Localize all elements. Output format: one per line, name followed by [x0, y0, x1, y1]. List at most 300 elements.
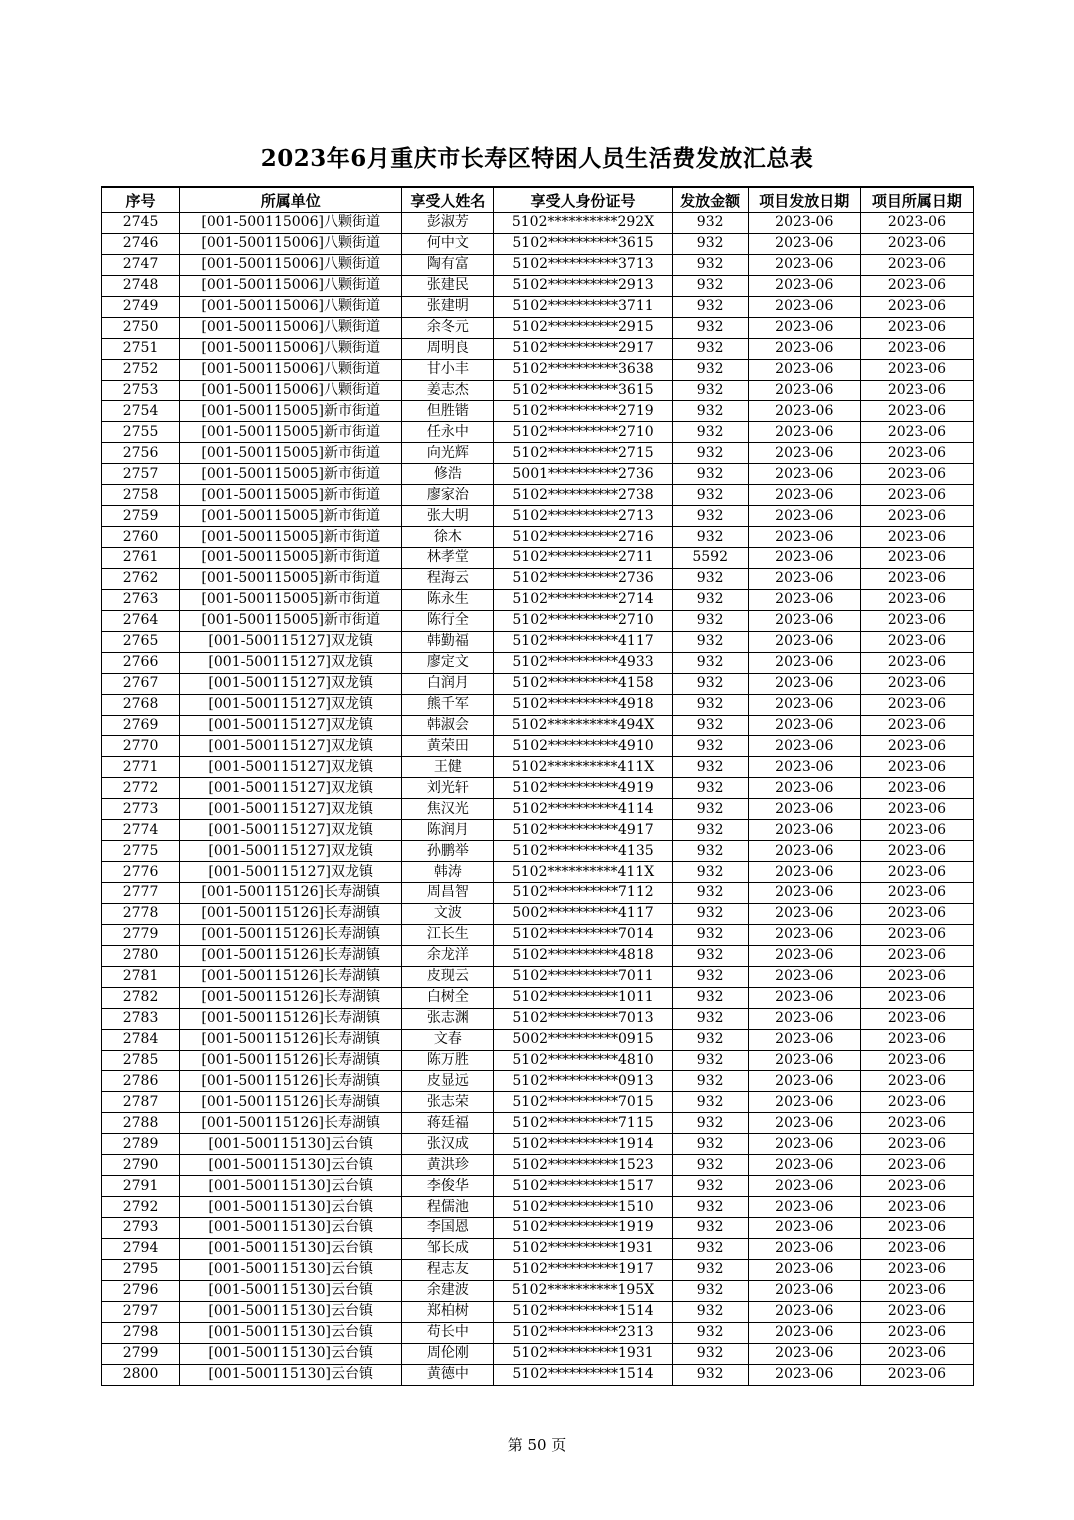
- cell-amount: 932: [672, 966, 748, 987]
- cell-issue-date: 2023-06: [748, 275, 860, 296]
- cell-amount: 932: [672, 380, 748, 401]
- cell-serial: 2785: [102, 1050, 180, 1071]
- cell-unit: [001-500115130]云台镇: [180, 1301, 402, 1322]
- cell-amount: 932: [672, 799, 748, 820]
- cell-issue-date: 2023-06: [748, 506, 860, 527]
- table-row: [102, 799, 974, 820]
- cell-amount: 932: [672, 568, 748, 589]
- table-row: [102, 1343, 974, 1364]
- cell-name: 文春: [402, 1029, 494, 1050]
- cell-name: 周伦刚: [402, 1343, 494, 1364]
- cell-issue-date: 2023-06: [748, 1197, 860, 1218]
- table-row: [102, 945, 974, 966]
- cell-unit: [001-500115005]新市街道: [180, 422, 402, 443]
- cell-id-number: 5102**********4114: [494, 799, 672, 820]
- cell-period-date: 2023-06: [860, 862, 973, 883]
- table-row: [102, 1092, 974, 1113]
- cell-period-date: 2023-06: [860, 443, 973, 464]
- cell-unit: [001-500115006]八颗街道: [180, 338, 402, 359]
- cell-amount: 932: [672, 338, 748, 359]
- header-amount: 发放金额: [672, 187, 748, 213]
- cell-period-date: 2023-06: [860, 296, 973, 317]
- cell-amount: 932: [672, 1364, 748, 1385]
- cell-id-number: 5102**********3713: [494, 254, 672, 275]
- cell-amount: 932: [672, 527, 748, 548]
- header-serial: 序号: [102, 187, 180, 213]
- cell-amount: 932: [672, 464, 748, 485]
- cell-amount: 932: [672, 1280, 748, 1301]
- cell-issue-date: 2023-06: [748, 778, 860, 799]
- cell-amount: 932: [672, 1071, 748, 1092]
- cell-serial: 2777: [102, 883, 180, 904]
- cell-name: 张志荣: [402, 1092, 494, 1113]
- cell-unit: [001-500115006]八颗街道: [180, 254, 402, 275]
- cell-name: 文波: [402, 903, 494, 924]
- header-issue-date: 项目发放日期: [748, 187, 860, 213]
- cell-serial: 2771: [102, 757, 180, 778]
- cell-unit: [001-500115127]双龙镇: [180, 652, 402, 673]
- cell-id-number: 5102**********3615: [494, 380, 672, 401]
- cell-amount: 932: [672, 1029, 748, 1050]
- cell-amount: 932: [672, 987, 748, 1008]
- table-header-row: [102, 187, 974, 213]
- cell-issue-date: 2023-06: [748, 1343, 860, 1364]
- cell-period-date: 2023-06: [860, 1134, 973, 1155]
- cell-amount: 932: [672, 862, 748, 883]
- cell-serial: 2759: [102, 506, 180, 527]
- cell-serial: 2793: [102, 1218, 180, 1239]
- cell-serial: 2757: [102, 464, 180, 485]
- cell-unit: [001-500115005]新市街道: [180, 506, 402, 527]
- cell-id-number: 5102**********411X: [494, 862, 672, 883]
- cell-issue-date: 2023-06: [748, 1364, 860, 1385]
- cell-name: 皮现云: [402, 966, 494, 987]
- cell-serial: 2753: [102, 380, 180, 401]
- cell-period-date: 2023-06: [860, 506, 973, 527]
- cell-issue-date: 2023-06: [748, 568, 860, 589]
- cell-unit: [001-500115126]长寿湖镇: [180, 924, 402, 945]
- cell-amount: 932: [672, 1343, 748, 1364]
- cell-id-number: 5102**********4918: [494, 694, 672, 715]
- cell-serial: 2776: [102, 862, 180, 883]
- cell-id-number: 5102**********1919: [494, 1218, 672, 1239]
- cell-period-date: 2023-06: [860, 1050, 973, 1071]
- cell-name: 黄荣田: [402, 736, 494, 757]
- table-row: [102, 464, 974, 485]
- table-row: [102, 1071, 974, 1092]
- cell-unit: [001-500115005]新市街道: [180, 610, 402, 631]
- cell-issue-date: 2023-06: [748, 213, 860, 234]
- cell-serial: 2774: [102, 820, 180, 841]
- cell-serial: 2754: [102, 401, 180, 422]
- cell-unit: [001-500115130]云台镇: [180, 1322, 402, 1343]
- cell-issue-date: 2023-06: [748, 296, 860, 317]
- table-row: [102, 757, 974, 778]
- cell-issue-date: 2023-06: [748, 443, 860, 464]
- cell-issue-date: 2023-06: [748, 548, 860, 569]
- table-row: [102, 359, 974, 380]
- cell-unit: [001-500115005]新市街道: [180, 548, 402, 569]
- cell-name: 廖家治: [402, 485, 494, 506]
- cell-id-number: 5102**********2313: [494, 1322, 672, 1343]
- cell-period-date: 2023-06: [860, 485, 973, 506]
- table-row: [102, 254, 974, 275]
- cell-unit: [001-500115127]双龙镇: [180, 694, 402, 715]
- cell-id-number: 5102**********3711: [494, 296, 672, 317]
- cell-amount: 932: [672, 401, 748, 422]
- cell-amount: 932: [672, 1322, 748, 1343]
- cell-name: 余冬元: [402, 317, 494, 338]
- cell-issue-date: 2023-06: [748, 254, 860, 275]
- cell-name: 邹长成: [402, 1238, 494, 1259]
- cell-id-number: 5102**********2915: [494, 317, 672, 338]
- cell-amount: 932: [672, 1092, 748, 1113]
- cell-id-number: 5102**********2715: [494, 443, 672, 464]
- cell-amount: 932: [672, 213, 748, 234]
- page-title: 2023年6月重庆市长寿区特困人员生活费发放汇总表: [260, 145, 814, 172]
- table-row: [102, 485, 974, 506]
- cell-period-date: 2023-06: [860, 254, 973, 275]
- table-row: [102, 568, 974, 589]
- cell-amount: 932: [672, 715, 748, 736]
- cell-period-date: 2023-06: [860, 401, 973, 422]
- cell-unit: [001-500115006]八颗街道: [180, 317, 402, 338]
- cell-unit: [001-500115126]长寿湖镇: [180, 1113, 402, 1134]
- cell-unit: [001-500115126]长寿湖镇: [180, 1092, 402, 1113]
- cell-unit: [001-500115127]双龙镇: [180, 736, 402, 757]
- cell-issue-date: 2023-06: [748, 589, 860, 610]
- cell-name: 黄洪珍: [402, 1155, 494, 1176]
- cell-amount: 932: [672, 820, 748, 841]
- cell-id-number: 5002**********4117: [494, 903, 672, 924]
- cell-unit: [001-500115130]云台镇: [180, 1364, 402, 1385]
- cell-issue-date: 2023-06: [748, 652, 860, 673]
- cell-period-date: 2023-06: [860, 1238, 973, 1259]
- subsidy-table: [101, 186, 974, 1386]
- cell-serial: 2770: [102, 736, 180, 757]
- cell-period-date: 2023-06: [860, 548, 973, 569]
- cell-period-date: 2023-06: [860, 1197, 973, 1218]
- cell-unit: [001-500115130]云台镇: [180, 1218, 402, 1239]
- table-row: [102, 548, 974, 569]
- cell-name: 陈行全: [402, 610, 494, 631]
- cell-amount: 932: [672, 233, 748, 254]
- cell-name: 廖定文: [402, 652, 494, 673]
- cell-id-number: 5102**********1931: [494, 1238, 672, 1259]
- cell-name: 黄德中: [402, 1364, 494, 1385]
- table-row: [102, 380, 974, 401]
- cell-name: 陈润月: [402, 820, 494, 841]
- cell-serial: 2767: [102, 673, 180, 694]
- cell-serial: 2795: [102, 1259, 180, 1280]
- cell-name: 张建民: [402, 275, 494, 296]
- cell-serial: 2786: [102, 1071, 180, 1092]
- table-row: [102, 987, 974, 1008]
- cell-unit: [001-500115006]八颗街道: [180, 359, 402, 380]
- cell-amount: 932: [672, 275, 748, 296]
- cell-amount: 932: [672, 1176, 748, 1197]
- cell-issue-date: 2023-06: [748, 1134, 860, 1155]
- cell-issue-date: 2023-06: [748, 987, 860, 1008]
- cell-period-date: 2023-06: [860, 1092, 973, 1113]
- cell-period-date: 2023-06: [860, 799, 973, 820]
- cell-name: 刘光轩: [402, 778, 494, 799]
- cell-serial: 2781: [102, 966, 180, 987]
- cell-issue-date: 2023-06: [748, 736, 860, 757]
- cell-amount: 932: [672, 485, 748, 506]
- cell-period-date: 2023-06: [860, 233, 973, 254]
- cell-amount: 932: [672, 736, 748, 757]
- table-row: [102, 275, 974, 296]
- cell-unit: [001-500115006]八颗街道: [180, 213, 402, 234]
- cell-serial: 2779: [102, 924, 180, 945]
- cell-issue-date: 2023-06: [748, 1259, 860, 1280]
- cell-id-number: 5102**********494X: [494, 715, 672, 736]
- table-row: [102, 1008, 974, 1029]
- cell-serial: 2748: [102, 275, 180, 296]
- cell-id-number: 5102**********1517: [494, 1176, 672, 1197]
- cell-id-number: 5102**********2913: [494, 275, 672, 296]
- cell-period-date: 2023-06: [860, 1155, 973, 1176]
- table-row: [102, 443, 974, 464]
- cell-serial: 2756: [102, 443, 180, 464]
- cell-period-date: 2023-06: [860, 1259, 973, 1280]
- cell-id-number: 5102**********2711: [494, 548, 672, 569]
- cell-issue-date: 2023-06: [748, 610, 860, 631]
- cell-amount: 932: [672, 757, 748, 778]
- cell-id-number: 5002**********0915: [494, 1029, 672, 1050]
- cell-serial: 2749: [102, 296, 180, 317]
- cell-issue-date: 2023-06: [748, 1050, 860, 1071]
- cell-serial: 2784: [102, 1029, 180, 1050]
- cell-period-date: 2023-06: [860, 317, 973, 338]
- cell-serial: 2751: [102, 338, 180, 359]
- table-row: [102, 1134, 974, 1155]
- table-row: [102, 610, 974, 631]
- cell-id-number: 5102**********3638: [494, 359, 672, 380]
- cell-id-number: 5102**********7112: [494, 883, 672, 904]
- cell-unit: [001-500115005]新市街道: [180, 589, 402, 610]
- cell-period-date: 2023-06: [860, 1322, 973, 1343]
- cell-id-number: 5102**********4919: [494, 778, 672, 799]
- cell-unit: [001-500115126]长寿湖镇: [180, 945, 402, 966]
- cell-name: 程海云: [402, 568, 494, 589]
- page-number: 第 50 页: [507, 1436, 567, 1454]
- cell-serial: 2796: [102, 1280, 180, 1301]
- cell-unit: [001-500115126]长寿湖镇: [180, 903, 402, 924]
- table-row: [102, 296, 974, 317]
- cell-issue-date: 2023-06: [748, 1280, 860, 1301]
- cell-id-number: 5102**********4135: [494, 841, 672, 862]
- table-row: [102, 233, 974, 254]
- cell-unit: [001-500115127]双龙镇: [180, 778, 402, 799]
- cell-unit: [001-500115005]新市街道: [180, 401, 402, 422]
- table-row: [102, 778, 974, 799]
- cell-name: 余建波: [402, 1280, 494, 1301]
- header-period-date: 项目所属日期: [860, 187, 973, 213]
- cell-name: 陶有富: [402, 254, 494, 275]
- cell-serial: 2798: [102, 1322, 180, 1343]
- cell-period-date: 2023-06: [860, 380, 973, 401]
- table-row: [102, 1259, 974, 1280]
- cell-id-number: 5102**********2710: [494, 610, 672, 631]
- cell-name: 程志友: [402, 1259, 494, 1280]
- cell-id-number: 5102**********7115: [494, 1113, 672, 1134]
- cell-period-date: 2023-06: [860, 778, 973, 799]
- cell-serial: 2790: [102, 1155, 180, 1176]
- cell-id-number: 5102**********1011: [494, 987, 672, 1008]
- cell-amount: 932: [672, 1197, 748, 1218]
- cell-period-date: 2023-06: [860, 1008, 973, 1029]
- cell-issue-date: 2023-06: [748, 673, 860, 694]
- table-row: [102, 1280, 974, 1301]
- cell-id-number: 5102**********2716: [494, 527, 672, 548]
- cell-amount: 932: [672, 443, 748, 464]
- cell-unit: [001-500115130]云台镇: [180, 1134, 402, 1155]
- table-row: [102, 213, 974, 234]
- cell-issue-date: 2023-06: [748, 380, 860, 401]
- table-row: [102, 694, 974, 715]
- cell-period-date: 2023-06: [860, 1364, 973, 1385]
- cell-period-date: 2023-06: [860, 1071, 973, 1092]
- cell-id-number: 5102**********195X: [494, 1280, 672, 1301]
- cell-id-number: 5102**********4158: [494, 673, 672, 694]
- cell-amount: 932: [672, 296, 748, 317]
- cell-amount: 932: [672, 841, 748, 862]
- cell-serial: 2750: [102, 317, 180, 338]
- cell-serial: 2792: [102, 1197, 180, 1218]
- cell-name: 周明良: [402, 338, 494, 359]
- cell-amount: 5592: [672, 548, 748, 569]
- cell-period-date: 2023-06: [860, 1343, 973, 1364]
- cell-issue-date: 2023-06: [748, 883, 860, 904]
- cell-name: 程儒池: [402, 1197, 494, 1218]
- cell-id-number: 5102**********7015: [494, 1092, 672, 1113]
- cell-issue-date: 2023-06: [748, 757, 860, 778]
- cell-name: 韩勤福: [402, 631, 494, 652]
- cell-name: 郑柏树: [402, 1301, 494, 1322]
- cell-name: 韩淑会: [402, 715, 494, 736]
- cell-unit: [001-500115126]长寿湖镇: [180, 1050, 402, 1071]
- cell-name: 但胜锴: [402, 401, 494, 422]
- cell-serial: 2789: [102, 1134, 180, 1155]
- cell-issue-date: 2023-06: [748, 820, 860, 841]
- cell-id-number: 5001**********2736: [494, 464, 672, 485]
- cell-unit: [001-500115127]双龙镇: [180, 631, 402, 652]
- cell-amount: 932: [672, 673, 748, 694]
- cell-unit: [001-500115130]云台镇: [180, 1176, 402, 1197]
- cell-id-number: 5102**********4810: [494, 1050, 672, 1071]
- cell-issue-date: 2023-06: [748, 338, 860, 359]
- cell-amount: 932: [672, 506, 748, 527]
- cell-id-number: 5102**********1914: [494, 1134, 672, 1155]
- table-row: [102, 736, 974, 757]
- cell-period-date: 2023-06: [860, 422, 973, 443]
- cell-id-number: 5102**********1514: [494, 1301, 672, 1322]
- cell-period-date: 2023-06: [860, 338, 973, 359]
- cell-unit: [001-500115126]长寿湖镇: [180, 1008, 402, 1029]
- cell-period-date: 2023-06: [860, 673, 973, 694]
- cell-amount: 932: [672, 631, 748, 652]
- cell-period-date: 2023-06: [860, 359, 973, 380]
- cell-unit: [001-500115127]双龙镇: [180, 820, 402, 841]
- header-unit: 所属单位: [180, 187, 402, 213]
- table-row: [102, 1218, 974, 1239]
- table-row: [102, 673, 974, 694]
- cell-id-number: 5102**********7014: [494, 924, 672, 945]
- cell-amount: 932: [672, 317, 748, 338]
- cell-amount: 932: [672, 1113, 748, 1134]
- cell-name: 白润月: [402, 673, 494, 694]
- cell-id-number: 5102**********7013: [494, 1008, 672, 1029]
- cell-unit: [001-500115126]长寿湖镇: [180, 1029, 402, 1050]
- cell-issue-date: 2023-06: [748, 1092, 860, 1113]
- cell-issue-date: 2023-06: [748, 233, 860, 254]
- cell-serial: 2794: [102, 1238, 180, 1259]
- cell-serial: 2787: [102, 1092, 180, 1113]
- cell-period-date: 2023-06: [860, 631, 973, 652]
- cell-serial: 2772: [102, 778, 180, 799]
- cell-unit: [001-500115005]新市街道: [180, 527, 402, 548]
- cell-name: 任永中: [402, 422, 494, 443]
- cell-issue-date: 2023-06: [748, 464, 860, 485]
- cell-issue-date: 2023-06: [748, 631, 860, 652]
- cell-issue-date: 2023-06: [748, 945, 860, 966]
- cell-name: 李国恩: [402, 1218, 494, 1239]
- cell-serial: 2766: [102, 652, 180, 673]
- header-id-number: 享受人身份证号: [494, 187, 672, 213]
- cell-name: 张大明: [402, 506, 494, 527]
- cell-serial: 2764: [102, 610, 180, 631]
- cell-issue-date: 2023-06: [748, 966, 860, 987]
- cell-issue-date: 2023-06: [748, 1008, 860, 1029]
- cell-amount: 932: [672, 1218, 748, 1239]
- table-row: [102, 1176, 974, 1197]
- cell-issue-date: 2023-06: [748, 903, 860, 924]
- cell-issue-date: 2023-06: [748, 841, 860, 862]
- cell-serial: 2755: [102, 422, 180, 443]
- cell-amount: 932: [672, 1238, 748, 1259]
- cell-id-number: 5102**********2917: [494, 338, 672, 359]
- cell-amount: 932: [672, 1301, 748, 1322]
- cell-amount: 932: [672, 945, 748, 966]
- cell-name: 韩涛: [402, 862, 494, 883]
- cell-serial: 2762: [102, 568, 180, 589]
- table-row: [102, 903, 974, 924]
- table-row: [102, 1238, 974, 1259]
- cell-period-date: 2023-06: [860, 757, 973, 778]
- cell-unit: [001-500115127]双龙镇: [180, 862, 402, 883]
- table-row: [102, 1364, 974, 1385]
- cell-amount: 932: [672, 254, 748, 275]
- cell-name: 余龙洋: [402, 945, 494, 966]
- cell-serial: 2765: [102, 631, 180, 652]
- cell-name: 修浩: [402, 464, 494, 485]
- cell-period-date: 2023-06: [860, 610, 973, 631]
- cell-period-date: 2023-06: [860, 924, 973, 945]
- cell-period-date: 2023-06: [860, 464, 973, 485]
- cell-unit: [001-500115130]云台镇: [180, 1197, 402, 1218]
- cell-period-date: 2023-06: [860, 694, 973, 715]
- cell-id-number: 5102**********0913: [494, 1071, 672, 1092]
- cell-unit: [001-500115130]云台镇: [180, 1259, 402, 1280]
- cell-unit: [001-500115127]双龙镇: [180, 799, 402, 820]
- cell-period-date: 2023-06: [860, 966, 973, 987]
- cell-amount: 932: [672, 1008, 748, 1029]
- cell-amount: 932: [672, 422, 748, 443]
- cell-issue-date: 2023-06: [748, 401, 860, 422]
- header-name: 享受人姓名: [402, 187, 494, 213]
